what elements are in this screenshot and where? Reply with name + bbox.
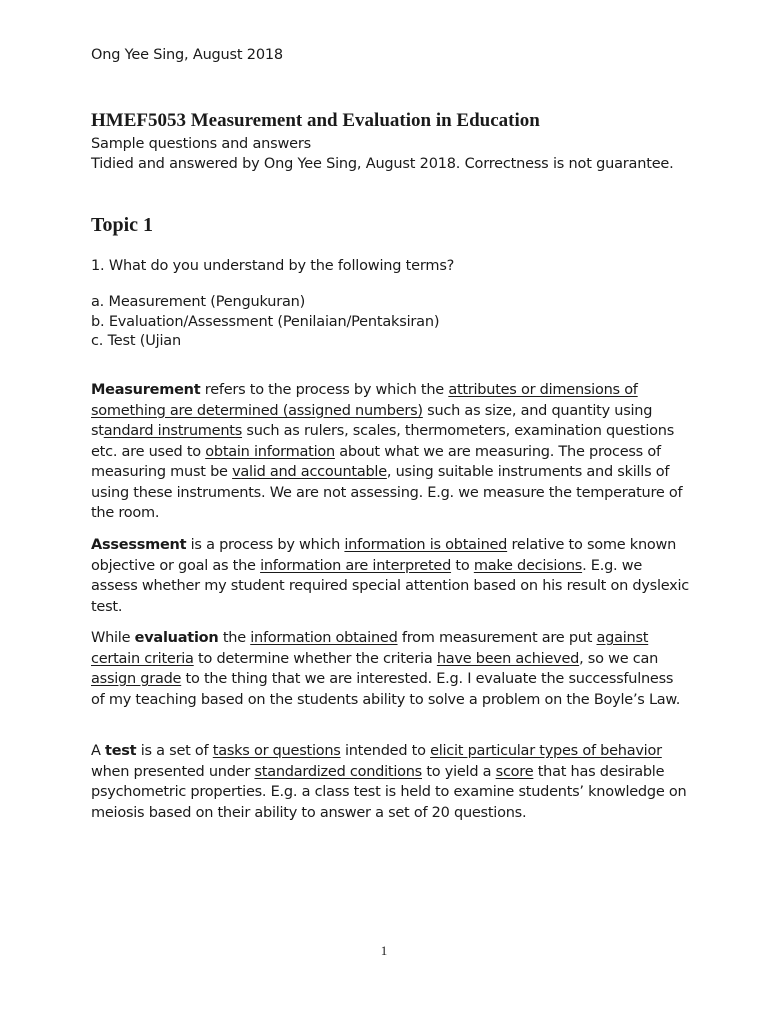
term-list [91,293,439,352]
text-run: such as size, and quantity using st [91,402,653,439]
underlined-phrase: information are interpreted [260,557,452,574]
question-text: 1. What do you understand by the following terms? [91,258,455,274]
text-run: to determine whether the criteria [193,650,437,667]
text-run: to the thing that we are interested. E.g. I evaluate the successfulness of my teaching based on the students ability to solve a problem on the Boyle’s Law. [91,671,681,708]
topic-heading: Topic 1 [91,214,154,236]
text-run: , using suitable instruments and skills of using these instruments. We are not assessing. E.g. we measure the temperature of the room. [91,464,683,521]
underlined-phrase: attributes or dimensions of something are determined (assigned numbers) [91,382,638,419]
underlined-phrase: standardized conditions [254,763,422,780]
subtitle-line: Sample questions and answers [91,136,311,152]
text-run: about what we are measuring. The process of measuring must be [91,443,661,480]
text-run: such as rulers, scales, thermometers, examination questions etc. are used to [91,423,675,460]
text-run: to yield a [422,763,496,780]
text-run: refers to the process by which the [200,382,449,398]
text-run: the [218,630,251,646]
evaluation-paragraph [91,628,691,710]
text-run: relative to some known objective or goal as the [91,537,677,574]
term-bold: test [105,743,137,759]
text-run: A [91,743,106,759]
term-bold: Measurement [91,382,201,398]
test-paragraph [91,741,691,823]
text-run: intended to [340,743,431,759]
underlined-phrase: have been achieved [436,650,580,667]
underlined-phrase: tasks or questions [212,743,341,759]
term-item: c. Test (Ujian [91,333,181,349]
underlined-phrase: andard instruments [103,423,243,439]
underlined-phrase: elicit particular types of behavior [430,743,662,759]
subtitle-block [91,135,681,174]
underlined-phrase: score [495,763,534,780]
text-run: is a process by which [186,537,345,553]
document-title: HMEF5053 Measurement and Evaluation in Education [91,110,540,131]
term-bold: evaluation [134,630,219,646]
term-bold: Assessment [91,537,187,553]
text-run: to [451,557,474,574]
measurement-paragraph [91,380,691,524]
text-run: when presented under [91,763,255,780]
assessment-paragraph [91,535,691,617]
subtitle-note: Tidied and answered by Ong Yee Sing, August 2018. Correctness is not guarantee. [91,155,674,172]
page-number: 1 [380,943,388,958]
author-date-header: Ong Yee Sing, August 2018 [91,47,283,63]
underlined-phrase: obtain information [205,443,335,460]
underlined-phrase: valid and accountable [232,464,387,480]
term-item: b. Evaluation/Assessment (Penilaian/Pentaksiran) [91,313,440,330]
underlined-phrase: assign grade [91,671,182,687]
underlined-phrase: information obtained [250,630,398,646]
underlined-phrase: against certain criteria [91,630,649,667]
text-run: While [91,630,135,646]
text-run: , so we can [579,650,659,667]
text-run: from measurement are put [397,630,597,646]
underlined-phrase: information is obtained [344,537,508,553]
text-run: is a set of [136,743,213,759]
text-run: . E.g. we assess whether my student required special attention based on his result on dyslexic test. [91,557,689,615]
text-run: that has desirable psychometric properties. E.g. a class test is held to examine students’ knowledge on meiosis based on their ability to answer a set of 20 questions. [91,763,687,821]
term-item: a. Measurement (Pengukuran) [91,294,306,310]
underlined-phrase: make decisions [473,557,583,574]
